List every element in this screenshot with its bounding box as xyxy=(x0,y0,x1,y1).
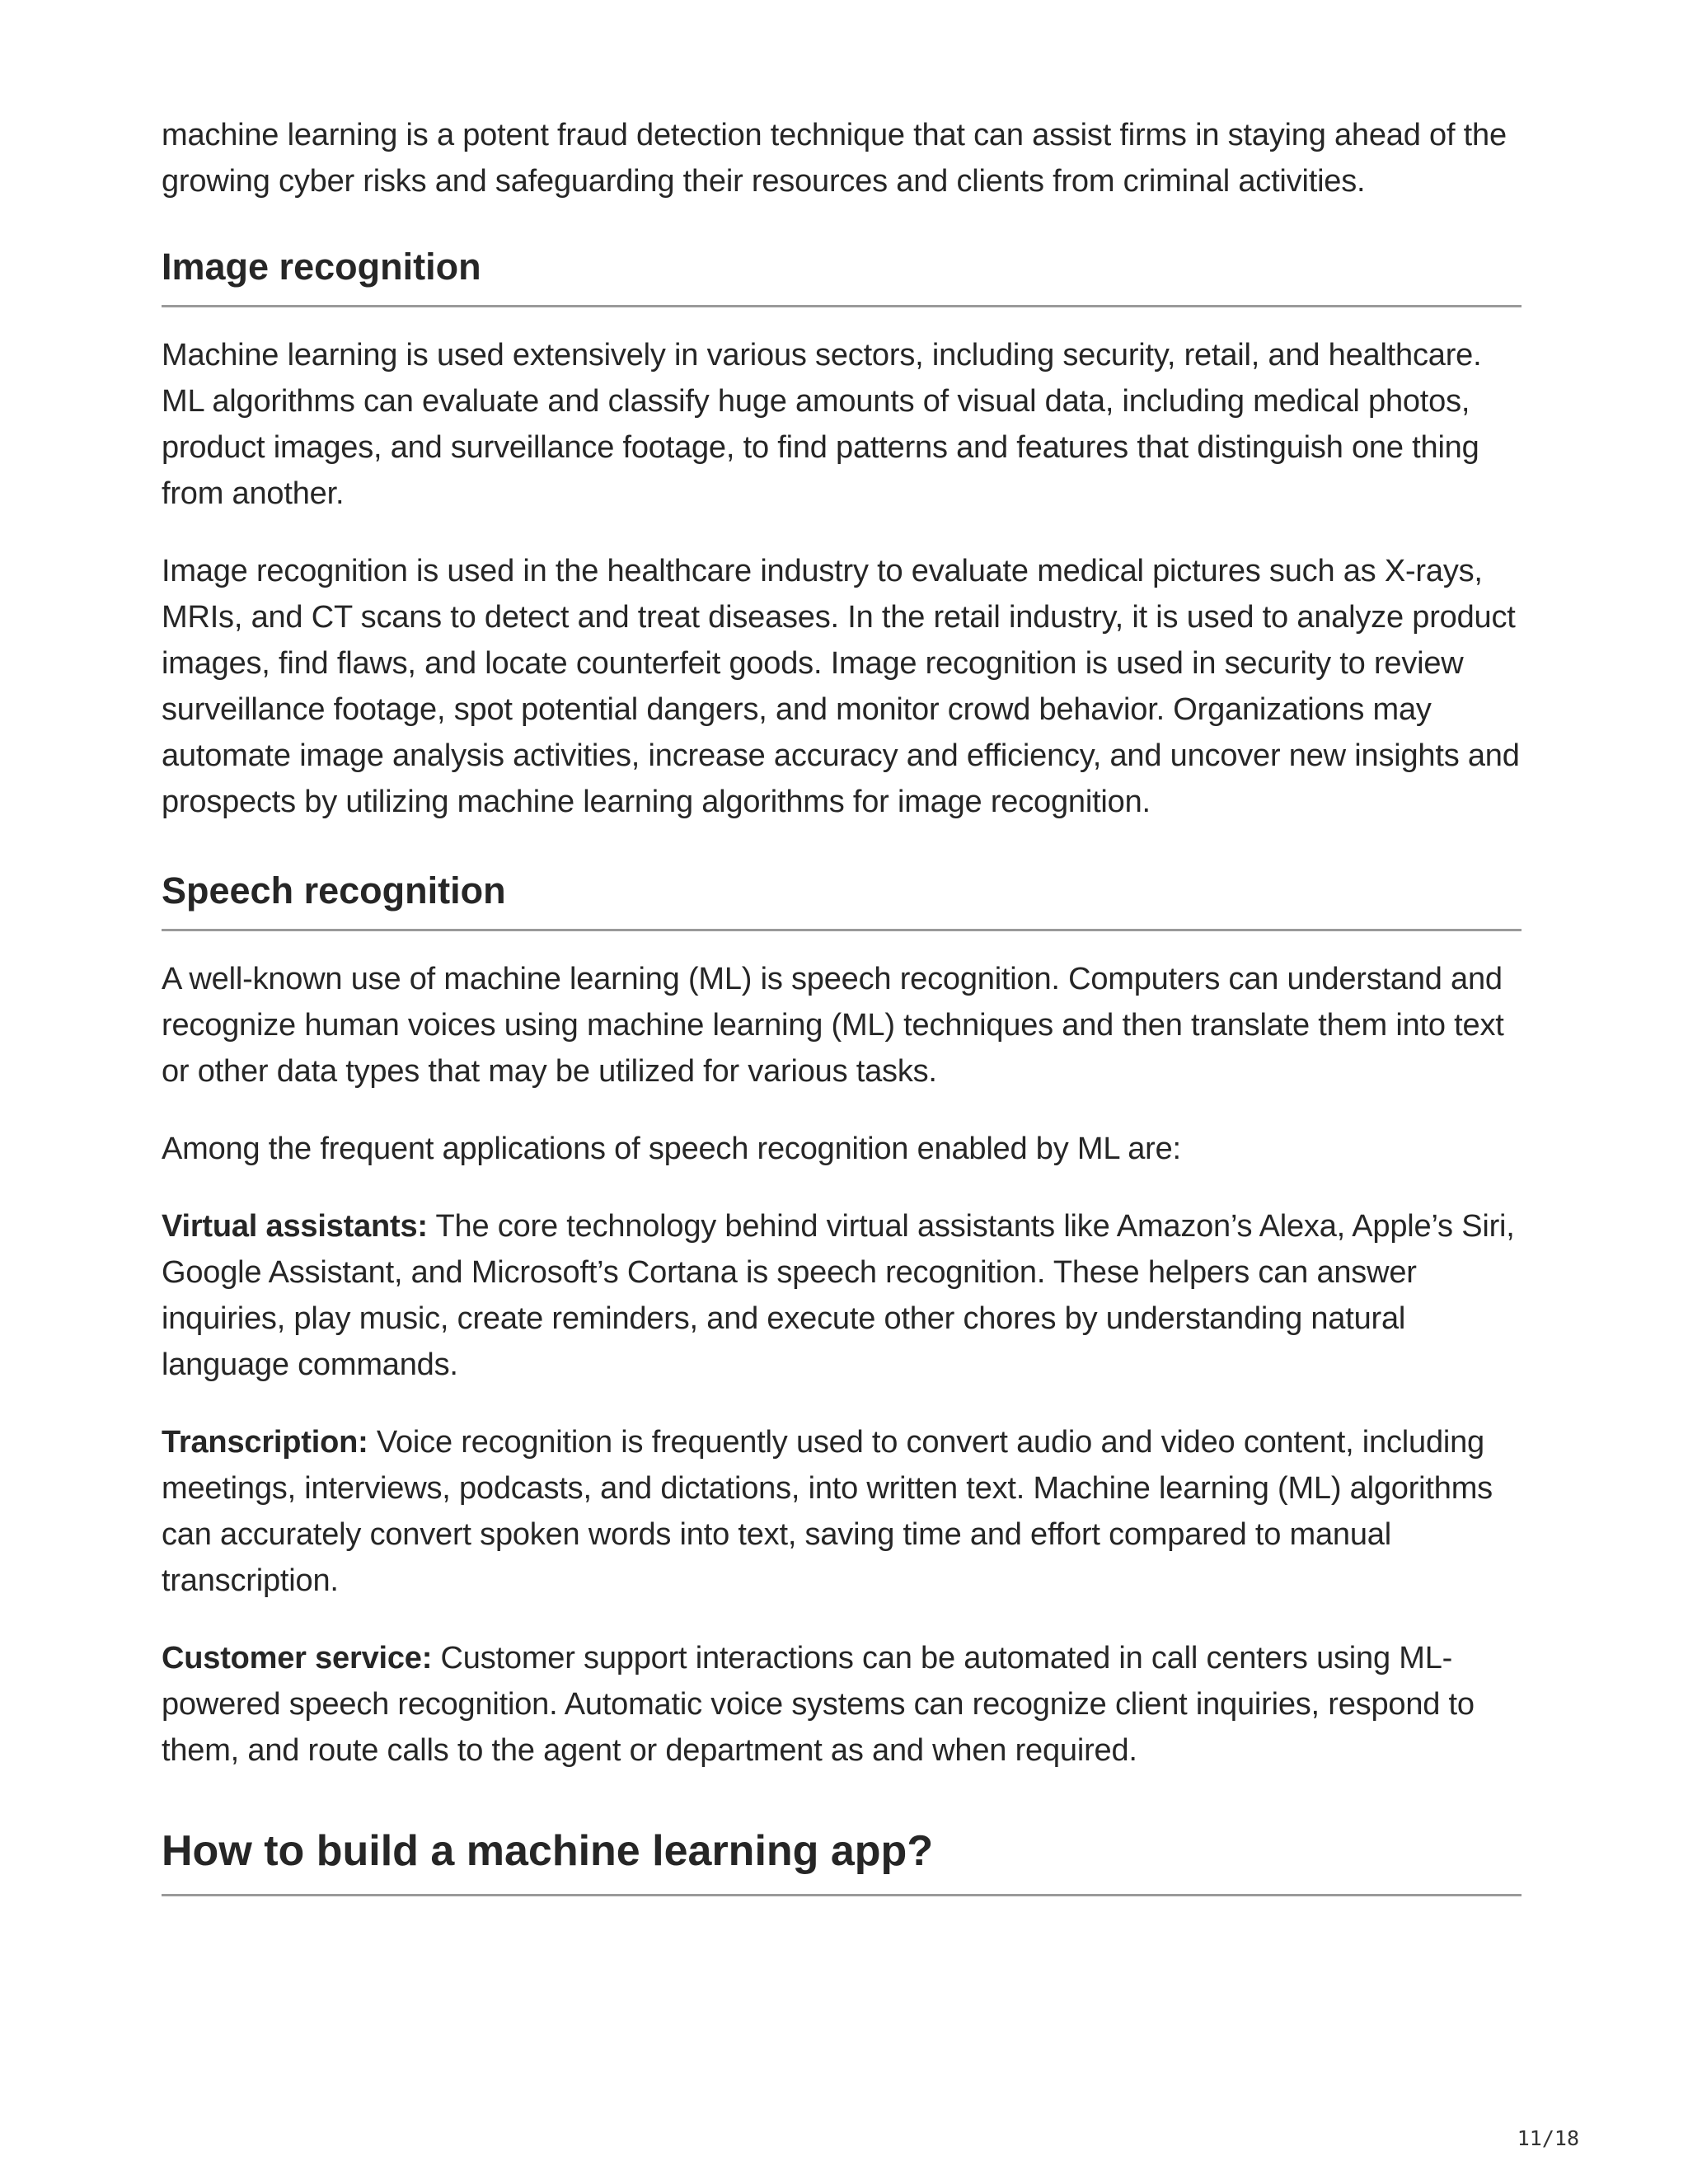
application-customer-service xyxy=(162,1635,1522,1774)
application-text: Customer support interactions can be automated in call centers using ML-powered speech recognition. Automatic voice systems can recognize client inquiries, respond to them, and route calls to the agent or department as and when required. xyxy=(162,1641,1475,1768)
speech-recognition-paragraph-2: Among the frequent applications of speech recognition enabled by ML are: xyxy=(162,1132,1181,1166)
application-title: Customer service: xyxy=(162,1641,433,1675)
application-text: The core technology behind virtual assistants like Amazon’s Alexa, Apple’s Siri, Google Assistant, and Microsoft’s Cortana is speech recognition. These helpers can answer inquiries, play music, create reminders, and execute other chores by understanding natural language commands. xyxy=(162,1209,1515,1382)
application-title: Transcription: xyxy=(162,1425,368,1460)
intro-paragraph: machine learning is a potent fraud detection technique that can assist firms in staying ahead of the growing cyber risks and safeguarding their resources and clients from criminal activities. xyxy=(162,118,1507,199)
application-title: Virtual assistants: xyxy=(162,1209,428,1244)
application-text: Voice recognition is frequently used to convert audio and video content, including meetings, interviews, podcasts, and dictations, into written text. Machine learning (ML) algorithms can accurately convert spoken words into text, saving time and effort compared to manual transcription. xyxy=(162,1425,1493,1598)
image-recognition-paragraph-1: Machine learning is used extensively in various sectors, including security, retail, and healthcare. ML algorithms can evaluate and classify huge amounts of visual data, including medical photos, product images, and surveillance footage, to find patterns and features that distinguish one thing from another. xyxy=(162,338,1482,511)
heading-speech-recognition: Speech recognition xyxy=(162,868,1522,931)
heading-image-recognition: Image recognition xyxy=(162,244,1522,307)
document-body xyxy=(162,112,1522,1896)
application-virtual-assistants xyxy=(162,1203,1522,1388)
image-recognition-paragraph-2: Image recognition is used in the healthcare industry to evaluate medical pictures such as X-rays, MRIs, and CT scans to detect and treat diseases. In the retail industry, it is used to analyze product images, find flaws, and locate counterfeit goods. Image recognition is used in security to review surveillance footage, spot potential dangers, and monitor crowd behavior. Organizations may automate image analysis activities, increase accuracy and efficiency, and uncover new insights and prospects by utilizing machine learning algorithms for image recognition. xyxy=(162,554,1520,819)
heading-build-ml-app: How to build a machine learning app? xyxy=(162,1823,1522,1896)
speech-recognition-paragraph-1: A well-known use of machine learning (ML) is speech recognition. Computers can understand and recognize human voices using machine learning (ML) techniques and then translate them into text or other data types that may be utilized for various tasks. xyxy=(162,962,1504,1089)
application-transcription xyxy=(162,1419,1522,1604)
page-number: 11/18 xyxy=(1517,2126,1579,2150)
